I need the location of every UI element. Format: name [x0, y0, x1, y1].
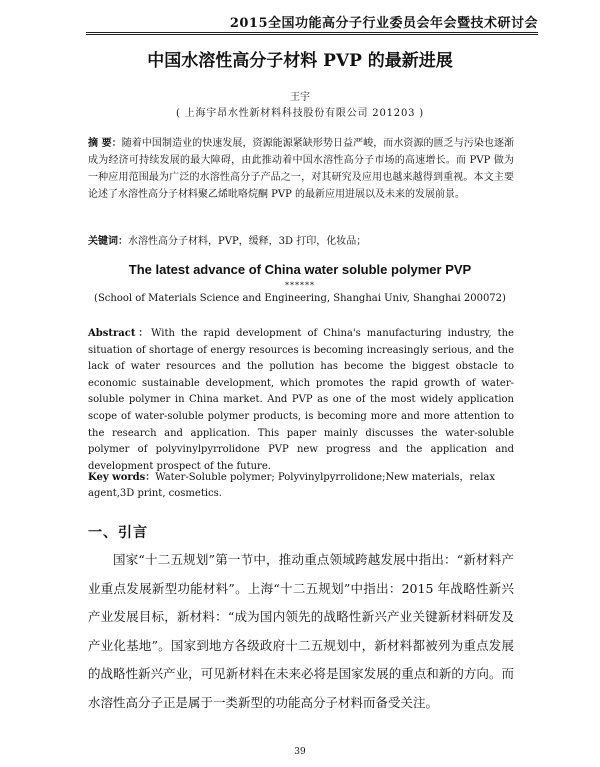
affiliation-cn: ( 上海宇昂水性新材料科技股份有限公司 201203 ): [176, 108, 424, 119]
keywords-en-text: Water-Soluble polymer; Polyvinylpyrrolidone;New materials，relax agent,3D print, cosmetics.: [88, 472, 496, 499]
abstract-cn: [88, 135, 514, 203]
keywords-en-label: Key words：: [88, 472, 156, 483]
keywords-cn: [88, 232, 514, 247]
keywords-cn-label: 关键词：: [88, 236, 128, 247]
header-rule: [86, 32, 538, 35]
introduction-paragraph: 国家“十二五规划”第一节中，推动重点领域跨越发展中指出：“新材料产业重点发展新型功能材料”。上海“十二五规划”中指出：2015 年战略性新兴产业发展目标，新材料：“成为国内领先的战略性新兴产业关键新材料研发及产业化基地”。国家到地方各级政府十二五规划中，新材料都被列为重点发展的战略性新兴产业，可见新材料在未来必将是国家发展的重点和新的方向。而水溶性高分子正是属于一类新型的功能高分子材料而备受关注。: [88, 552, 514, 710]
abstract-cn-text: 随着中国制造业的快速发展，资源能源紧缺形势日益严峻，而水资源的匮乏与污染也逐渐成为经济可持续发展的最大障碍，由此推动着中国水溶性高分子市场的高速增长。而 PVP 做为一种应用范围最为广泛的水溶性高分子产品之一，对其研究及应用也越来越得到重视。本文主要论述了水溶性高分子材料聚乙烯吡咯烷酮 PVP 的最新应用进展以及未来的发展前景。: [88, 138, 515, 200]
paper-title-en: The latest advance of China water soluble polymer PVP: [128, 262, 472, 277]
paper-title-cn: 中国水溶性高分子材料 PVP 的最新进展: [147, 51, 453, 71]
affiliation-en: (School of Materials Science and Engineering, Shanghai Univ, Shanghai 200072): [94, 293, 506, 304]
author-cn: 王宇: [290, 92, 310, 103]
abstract-en-label: Abstract：: [88, 328, 152, 339]
keywords-cn-text: 水溶性高分子材料，PVP，缓释，3D 打印，化妆品；: [128, 236, 367, 247]
abstract-cn-label: 摘 要：: [88, 138, 122, 149]
page-number: 39: [294, 747, 306, 757]
keywords-en: [88, 470, 514, 502]
abstract-en: [88, 326, 514, 475]
abstract-en-text: With the rapid development of China's manufacturing industry, the situation of shortage of energy resources is becoming increasingly serious, and the lack of water resources and the pollution has become the biggest obstacle to economic sustainable development, which promotes the rapid growth of water-soluble polymer in China market. And PVP as one of the most widely application scope of water-soluble polymer products, is becoming more and more attention to the research and application. This paper mainly discusses the water-soluble polymer of polyvinylpyrrolidone PVP new progress and the application and development prospect of the future.: [88, 328, 514, 472]
section-heading-introduction: 一、引言: [88, 525, 148, 541]
running-header: 2015全国功能高分子行业委员会年会暨技术研讨会: [229, 16, 538, 31]
stars-separator: ******: [285, 281, 315, 290]
